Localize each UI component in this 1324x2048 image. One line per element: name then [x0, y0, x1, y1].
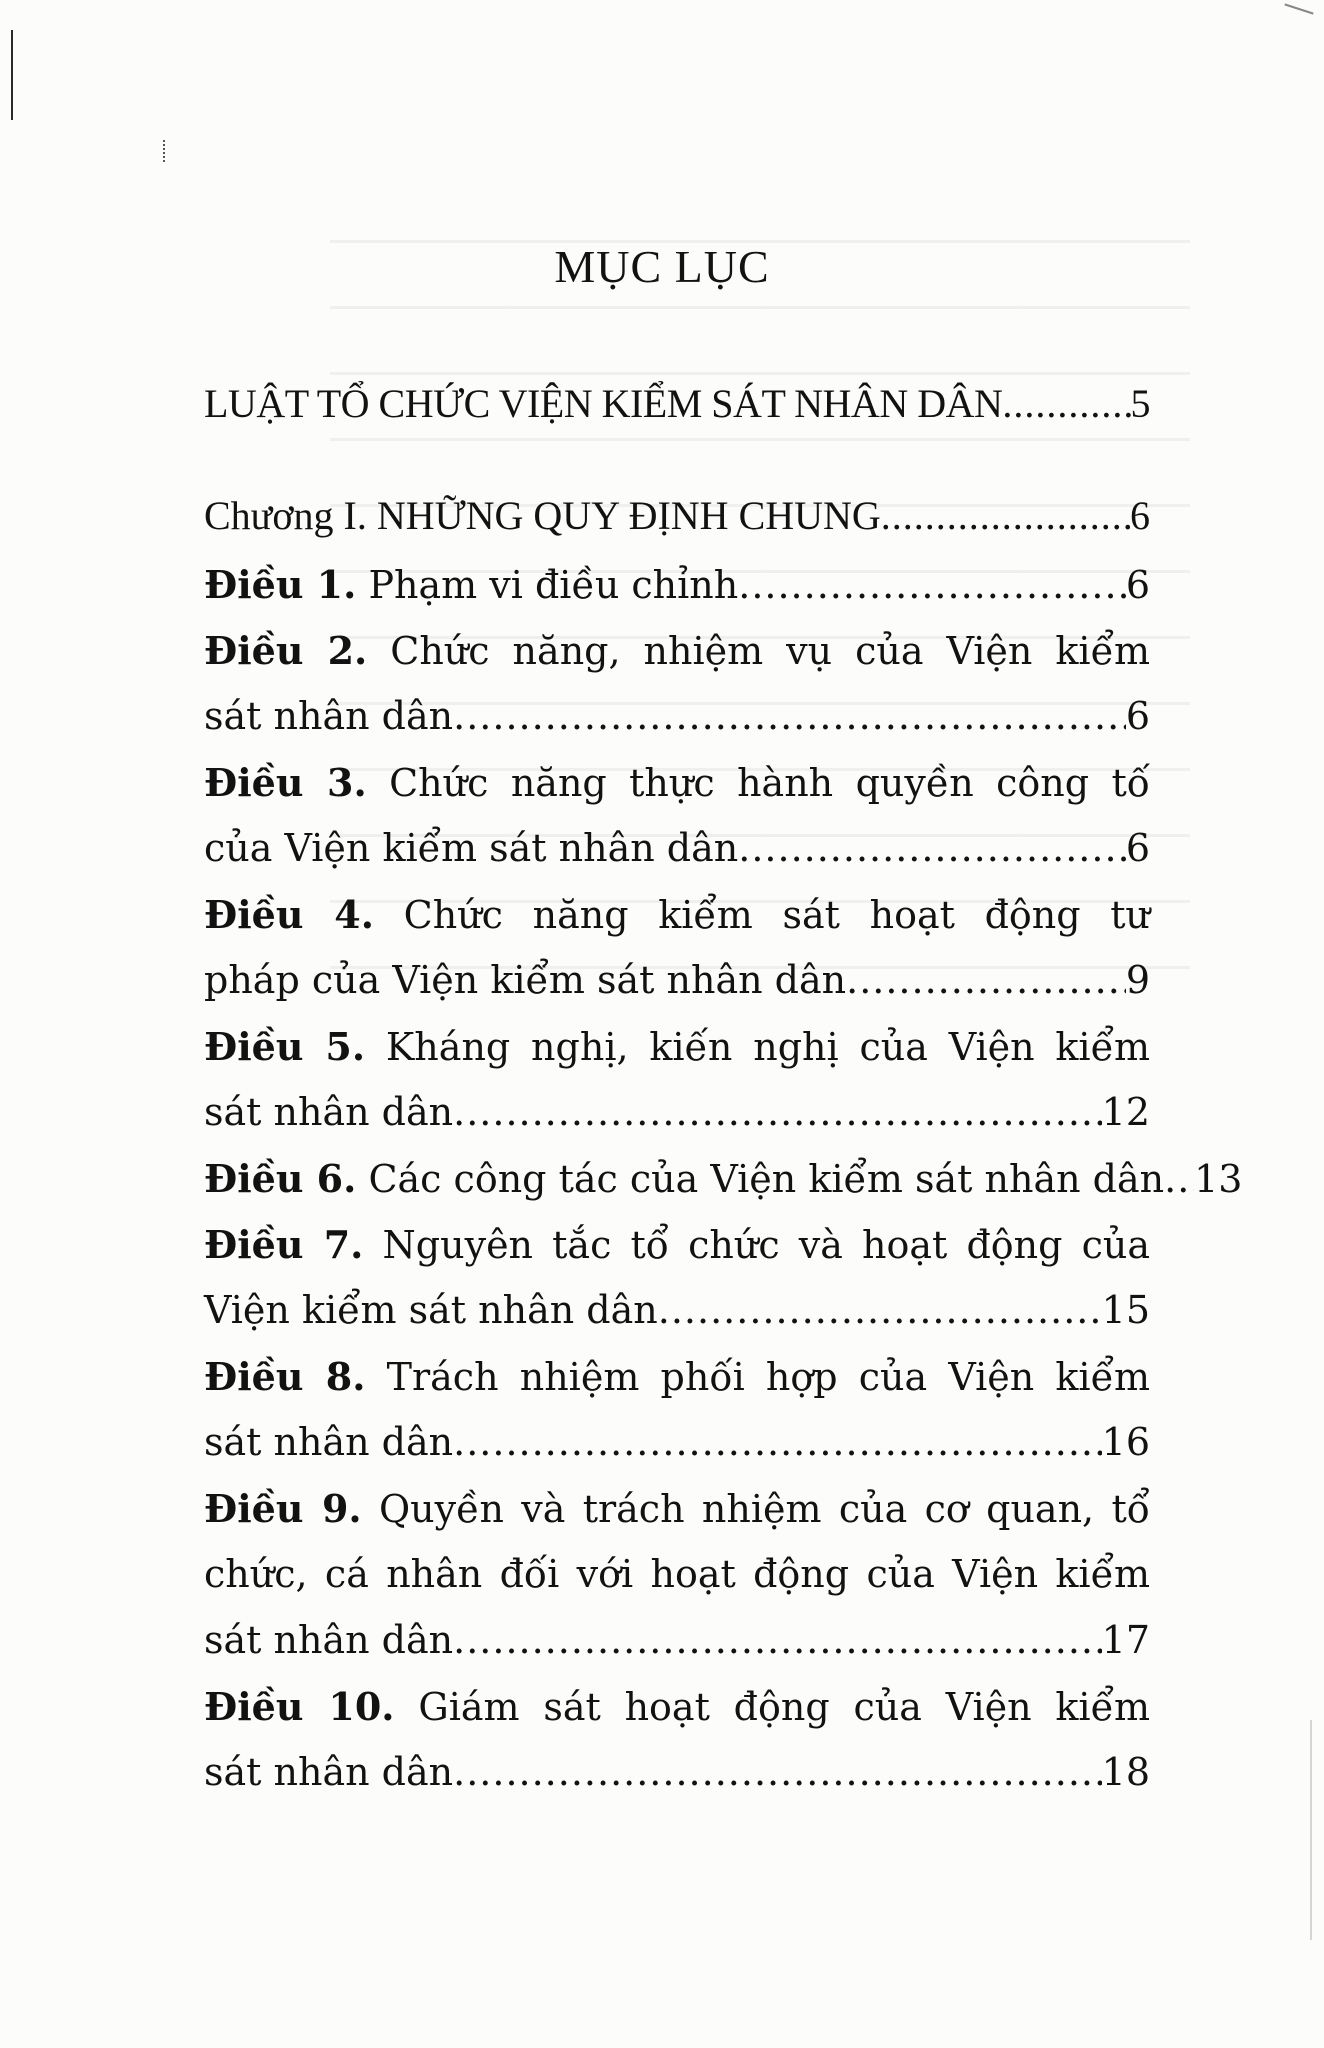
article-title: chức, cá nhân đối với hoạt động của Viện kiểm — [204, 1552, 1150, 1596]
article-title: Kháng nghị, kiến nghị của Viện kiểm — [385, 1025, 1150, 1069]
article-number: Điều 9. — [204, 1486, 362, 1531]
entry-text — [204, 1420, 453, 1464]
page-title: MỤC LỤC — [554, 241, 770, 292]
article-number: Điều 4. — [204, 892, 374, 937]
toc-entry-article[interactable] — [204, 1222, 1150, 1354]
page-edge-line — [11, 30, 13, 120]
toc-entry-article[interactable] — [204, 1354, 1150, 1486]
dot-leader — [453, 1090, 1102, 1134]
article-title: sát nhân dân — [204, 1090, 454, 1134]
page-number: 12 — [1101, 1090, 1150, 1134]
article-title: Chức năng kiểm sát hoạt động tư — [403, 893, 1150, 937]
page-number: 9 — [1125, 958, 1150, 1002]
toc-line — [204, 1156, 1243, 1222]
article-title: của Viện kiểm sát nhân dân — [204, 826, 739, 870]
article-title: Trách nhiệm phối hợp của Viện kiểm — [386, 1355, 1150, 1399]
page-number: 15 — [1101, 1288, 1150, 1332]
toc-line — [204, 1684, 1150, 1750]
article-title: sát nhân dân — [204, 694, 454, 738]
page-number: 6 — [1125, 826, 1150, 870]
article-title: Viện kiểm sát nhân dân — [204, 1288, 658, 1332]
entry-text — [204, 1222, 1150, 1267]
entry-text — [204, 1618, 453, 1662]
dot-leader — [1002, 380, 1130, 427]
article-list — [204, 562, 1243, 1816]
entry-text — [204, 694, 453, 738]
page-number: 5 — [1130, 381, 1150, 426]
scan-mark — [163, 140, 169, 162]
article-title: sát nhân dân — [204, 1618, 454, 1662]
page-number: 16 — [1101, 1420, 1150, 1464]
page-number: 13 — [1194, 1157, 1243, 1201]
entry-text — [204, 760, 1150, 805]
article-number: Điều 5. — [204, 1024, 366, 1069]
dot-leader — [453, 1618, 1102, 1662]
toc-entry-article[interactable] — [204, 1024, 1150, 1156]
article-title: Quyền và trách nhiệm của cơ quan, tổ — [378, 1487, 1150, 1531]
article-title: Các công tác của Viện kiểm sát nhân dân — [368, 1157, 1165, 1201]
article-title: pháp của Viện kiểm sát nhân dân — [204, 958, 847, 1002]
toc-entry-article[interactable] — [204, 562, 1150, 628]
corner-mark — [1284, 3, 1313, 14]
toc-line — [204, 1354, 1150, 1420]
entry-text — [204, 1024, 1150, 1069]
entry-text — [204, 1552, 1150, 1596]
toc-entry-article[interactable] — [204, 1486, 1150, 1684]
toc-line — [204, 958, 1150, 1024]
toc-line — [204, 1024, 1150, 1090]
toc-entry-article[interactable] — [204, 760, 1150, 892]
dot-leader — [881, 492, 1130, 539]
dot-leader — [846, 958, 1126, 1002]
chapter-title: Chương I. NHỮNG QUY ĐỊNH CHUNG — [204, 493, 881, 538]
article-number: Điều 2. — [204, 628, 368, 673]
entry-text — [204, 826, 738, 870]
page-number: 18 — [1101, 1750, 1150, 1794]
toc-entry-chapter[interactable] — [204, 492, 1150, 562]
toc-line — [204, 694, 1150, 760]
article-title: Chức năng, nhiệm vụ của Viện kiểm — [390, 629, 1150, 673]
dot-leader — [738, 826, 1126, 870]
toc-line — [204, 1618, 1150, 1684]
toc-entry-article[interactable] — [204, 1684, 1150, 1816]
entry-text — [204, 562, 738, 607]
page-number: 6 — [1130, 493, 1150, 538]
article-title: sát nhân dân — [204, 1750, 454, 1794]
toc-line — [204, 1486, 1150, 1552]
entry-text — [204, 1354, 1150, 1399]
entry-text — [204, 1684, 1150, 1729]
entry-text — [204, 628, 1150, 673]
toc-line — [204, 562, 1150, 628]
dot-leader — [738, 563, 1126, 607]
toc-entry-article[interactable] — [204, 1156, 1243, 1222]
toc-line — [204, 1222, 1150, 1288]
toc-entry-law[interactable] — [204, 380, 1150, 460]
article-number: Điều 10. — [204, 1684, 395, 1729]
article-title: Giám sát hoạt động của Viện kiểm — [418, 1685, 1150, 1729]
page-number: 6 — [1125, 563, 1150, 607]
entry-text — [204, 1288, 658, 1332]
dot-leader — [453, 694, 1126, 738]
entry-text — [204, 958, 846, 1002]
entry-text — [204, 1090, 453, 1134]
toc-line — [204, 1420, 1150, 1486]
dot-leader — [658, 1288, 1102, 1332]
toc-line — [204, 1288, 1150, 1354]
toc-line — [204, 892, 1150, 958]
entry-text — [204, 1156, 1164, 1201]
page-number: 17 — [1101, 1618, 1150, 1662]
article-title: Nguyên tắc tổ chức và hoạt động của — [382, 1223, 1150, 1267]
page-number: 6 — [1125, 694, 1150, 738]
entry-text — [204, 1486, 1150, 1531]
page-edge-shadow — [1310, 1720, 1312, 1940]
toc-line — [204, 826, 1150, 892]
article-title: sát nhân dân — [204, 1420, 454, 1464]
toc-entry-article[interactable] — [204, 892, 1150, 1024]
dot-leader — [1164, 1157, 1194, 1201]
toc-line — [204, 1552, 1150, 1618]
entry-text — [204, 892, 1150, 937]
article-number: Điều 1. — [204, 562, 357, 607]
dot-leader — [453, 1750, 1102, 1794]
article-number: Điều 3. — [204, 760, 367, 805]
toc-line — [204, 1750, 1150, 1816]
article-title: Phạm vi điều chỉnh — [368, 563, 739, 607]
toc-line — [204, 760, 1150, 826]
article-number: Điều 8. — [204, 1354, 366, 1399]
toc-entry-article[interactable] — [204, 628, 1150, 760]
article-title: Chức năng thực hành quyền công tố — [389, 761, 1150, 805]
article-number: Điều 7. — [204, 1222, 364, 1267]
dot-leader — [453, 1420, 1102, 1464]
toc-line — [204, 1090, 1150, 1156]
table-of-contents — [204, 380, 1243, 1816]
toc-line — [204, 628, 1150, 694]
entry-text — [204, 1750, 453, 1794]
article-number: Điều 6. — [204, 1156, 357, 1201]
law-title: LUẬT TỔ CHỨC VIỆN KIỂM SÁT NHÂN DÂN — [204, 381, 1003, 426]
